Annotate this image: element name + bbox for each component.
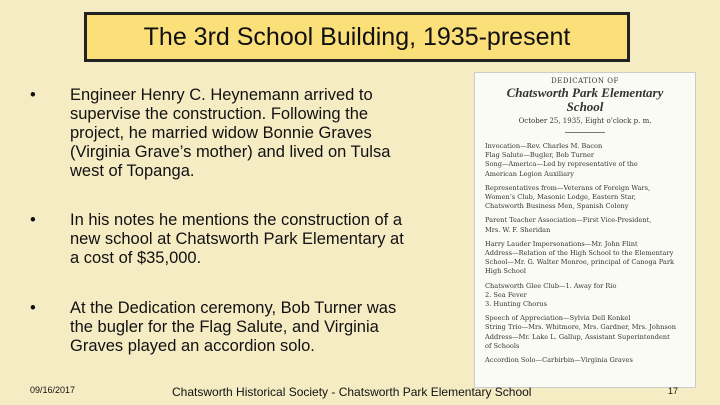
bullet-line: west of Topanga.	[70, 162, 195, 180]
bullet-line: new school at Chatsworth Park Elementary at	[70, 230, 404, 248]
program-line: Mrs. W. F. Sheridan	[485, 225, 551, 234]
program-date: October 25, 1935, Eight o’clock p. m.	[518, 117, 652, 125]
bullet-line: project, he married widow Bonnie Graves	[70, 124, 372, 142]
bullet-marker: •	[30, 211, 36, 229]
program-line: American Legion Auxiliary	[485, 169, 574, 178]
program-line: Parent Teacher Association—First Vice-President,	[485, 216, 652, 225]
bullet-line: a cost of $35,000.	[70, 249, 202, 267]
program-line: Flag Salute—Bugler, Bob Turner	[485, 151, 595, 160]
program-line: Address—Relation of the High School to the Elementary	[485, 249, 674, 258]
footer-text: Chatsworth Historical Society - Chatsworth Park Elementary School	[172, 385, 532, 399]
program-line: Song—America—Led by representative of the	[485, 160, 638, 169]
program-school-name	[475, 86, 695, 114]
program-lines	[475, 142, 695, 365]
program-school-name-line: School	[566, 99, 604, 114]
bullet-line: (Virginia Grave’s mother) and lived on Tulsa	[70, 143, 391, 161]
program-line: Speech of Appreciation—Sylvia Dell Konkel	[485, 314, 631, 323]
bullet-line: At the Dedication ceremony, Bob Turner was	[70, 299, 397, 317]
program-line: 3. Hunting Chorus	[485, 300, 547, 309]
bullet-marker: •	[30, 86, 36, 104]
bullet-line: supervise the construction. Following the	[70, 105, 369, 123]
program-line: Address—Mr. Lake L. Gallup, Assistant Superintendent	[485, 332, 670, 341]
slide-title: The 3rd School Building, 1935-present	[143, 22, 571, 51]
program-line: High School	[485, 267, 526, 276]
bullet-line: the bugler for the Flag Salute, and Virginia	[70, 318, 379, 336]
program-line: Accordion Solo—Carbirbin—Virginia Graves	[485, 356, 633, 365]
program-line: Women’s Club, Masonic Lodge, Eastern Star,	[485, 193, 636, 202]
bullet-marker: •	[30, 299, 36, 317]
bullet-item	[30, 86, 440, 181]
slide-title-box	[84, 12, 630, 62]
program-line: Invocation—Rev. Charles M. Bacon	[485, 142, 603, 150]
program-line: String Trio—Mrs. Whitmore, Mrs. Gardner, Mrs. Johnson	[485, 323, 676, 332]
program-line: School—Mr. G. Walter Monroe, principal of Canoga Park	[485, 258, 674, 267]
program-line: Chatsworth Business Men, Spanish Colony	[485, 202, 629, 211]
program-line: Chatsworth Glee Club—1. Away for Rio	[485, 281, 617, 290]
program-school-name-line: Chatsworth Park Elementary	[506, 85, 664, 100]
bullet-line: Engineer Henry C. Heynemann arrived to	[70, 86, 373, 104]
program-line: Harry Lauder Impersonations—Mr. John Flint	[485, 239, 638, 248]
bullet-text	[70, 211, 440, 268]
bullet-item	[30, 211, 440, 268]
bullet-text	[70, 86, 440, 181]
footer-page-number: 17	[668, 386, 679, 396]
program-divider	[565, 132, 605, 133]
program-line: Representatives from—Veterans of Foreign Wars,	[485, 183, 651, 192]
bullet-item	[30, 299, 440, 356]
bullet-line: In his notes he mentions the construction of a	[70, 211, 403, 229]
program-dedication-heading: DEDICATION OF	[551, 77, 619, 85]
dedication-program-image	[474, 72, 696, 388]
program-line: of Schools	[485, 341, 520, 350]
bullet-text	[70, 299, 440, 356]
program-line: 2. Sea Fever	[485, 290, 527, 299]
footer-date: 09/16/2017	[30, 385, 76, 395]
bullet-line: Graves played an accordion solo.	[70, 337, 315, 355]
